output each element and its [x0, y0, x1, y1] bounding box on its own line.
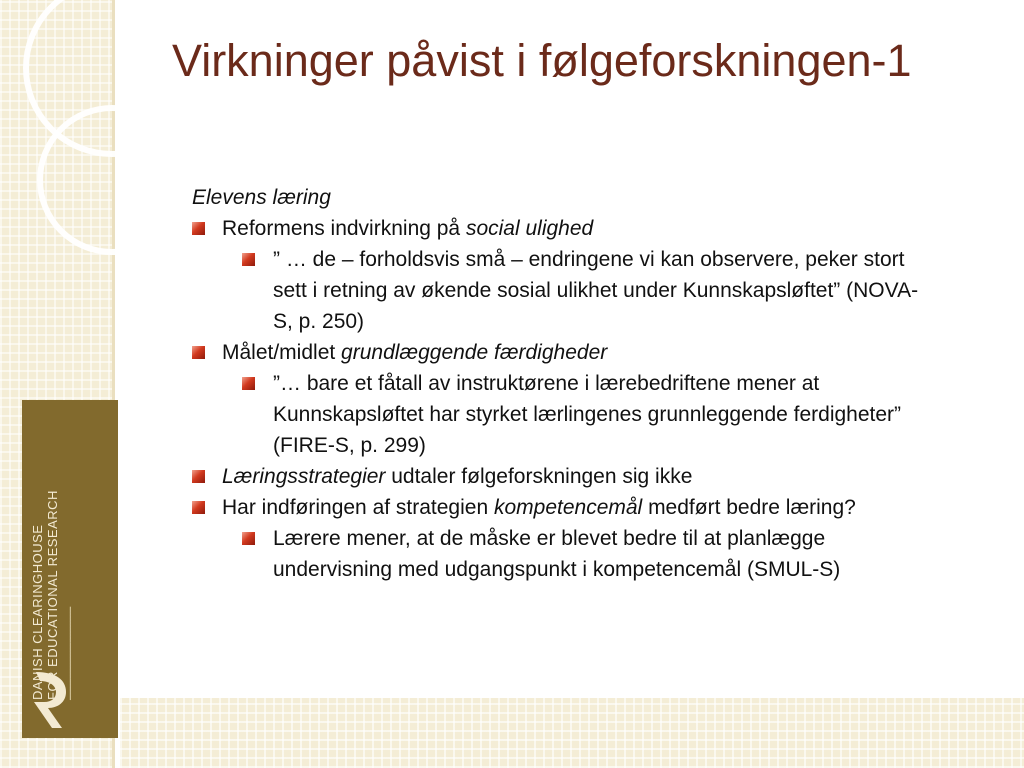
bullet-text: Målet/midlet — [222, 341, 342, 364]
slide-content — [190, 182, 930, 585]
bullet-square-icon — [192, 346, 205, 359]
sub-bullet-text: ”… bare et fåtall av instruktørene i lærebedriftene mener at Kunnskapsløftet har styrket lærlingenes grunnleggende ferdigheter” (FIRE-S, p. 299) — [273, 372, 902, 457]
bullet-square-icon — [242, 377, 255, 390]
bullet-text-tail: medført bedre læring? — [642, 496, 856, 519]
bullet-emphasis: grundlæggende færdigheder — [341, 341, 608, 364]
sub-bullet-item — [190, 244, 930, 337]
bottom-decor-band — [120, 698, 1024, 768]
sub-bullet-item — [190, 368, 930, 461]
bullet-emphasis: Læringsstrategier — [222, 465, 386, 488]
bullet-square-icon — [242, 253, 255, 266]
slide-title: Virkninger påvist i følgeforskningen-1 — [172, 35, 912, 86]
bullet-square-icon — [242, 532, 255, 545]
logo-line-1: DANISH CLEARINGHOUSE — [30, 524, 45, 700]
logo-box — [22, 400, 118, 738]
decorative-circles — [0, 0, 120, 260]
bullet-square-icon — [192, 222, 205, 235]
logo-text — [30, 400, 75, 700]
decor-circle-outer — [26, 0, 120, 154]
bullet-square-icon — [192, 501, 205, 514]
bullet-square-icon — [192, 470, 205, 483]
logo-line-2: FOR EDUCATIONAL RESEARCH — [45, 490, 60, 700]
bullet-text: Reformens indvirkning på — [222, 217, 466, 240]
bullet-item — [190, 492, 930, 523]
bullet-text: Har indføringen af strategien — [222, 496, 494, 519]
bullet-emphasis: social ulighed — [465, 217, 594, 240]
bullet-emphasis: kompetencemål — [493, 496, 643, 519]
bullet-text: udtaler følgeforskningen sig ikke — [385, 465, 693, 488]
sub-bullet-text: Lærere mener, at de måske er blevet bedre til at planlægge undervisning med udgangspunkt i kompetencemål (SMUL-S) — [273, 527, 841, 581]
bullet-item — [190, 213, 930, 244]
sub-bullet-item — [190, 523, 930, 585]
logo-fineprint: ━━━━━━━━━━━━━━━━━━━━━━━━━━━━━━━ — [68, 606, 74, 700]
sub-bullet-text: ” … de – forholdsvis små – endringene vi kan observere, peker stort sett i retning av økende sosial ulikhet under Kunnskapsløftet” (NOVA-S, p. 250) — [273, 248, 919, 333]
logo-mark-icon — [30, 668, 70, 730]
bullet-item — [190, 461, 930, 492]
bullet-item — [190, 337, 930, 368]
section-heading: Elevens læring — [192, 186, 331, 209]
